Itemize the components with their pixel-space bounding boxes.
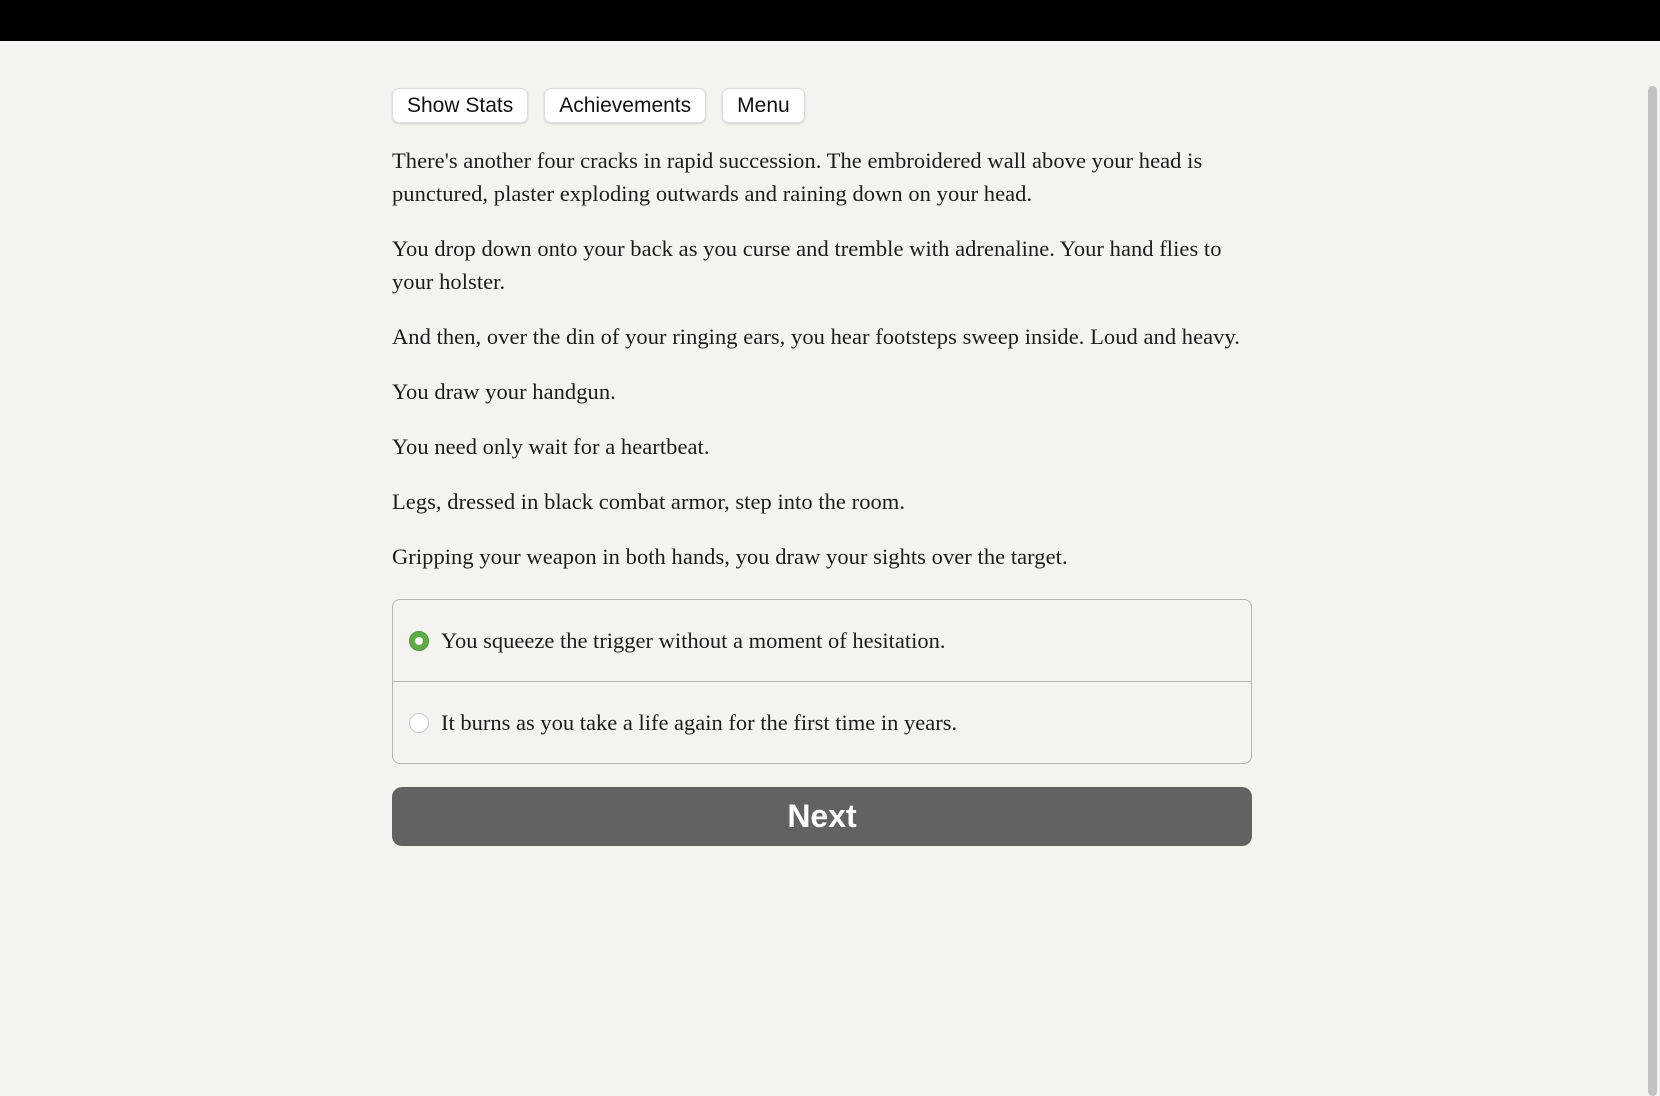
choice-option-2[interactable]: [393, 681, 1251, 763]
main-content: [392, 88, 1252, 846]
story-paragraph: Gripping your weapon in both hands, you draw your sights over the target.: [392, 544, 1068, 569]
radio-unselected-icon[interactable]: [409, 713, 429, 733]
scrollbar-thumb[interactable]: [1648, 86, 1657, 1096]
toolbar: [392, 88, 1252, 123]
choice-option-1[interactable]: [393, 600, 1251, 681]
choice-label: You squeeze the trigger without a moment of hesitation.: [441, 628, 946, 653]
window-top-bar: [0, 0, 1660, 41]
story-paragraph: There's another four cracks in rapid succession. The embroidered wall above your head is punctured, plaster exploding outwards and raining down on your head.: [392, 148, 1203, 206]
menu-button[interactable]: Menu: [722, 88, 805, 123]
choice-list: [392, 599, 1252, 764]
show-stats-button[interactable]: Show Stats: [392, 88, 528, 123]
scrollbar-track[interactable]: [1644, 41, 1660, 1080]
choice-label: It burns as you take a life again for the first time in years.: [441, 710, 958, 735]
story-paragraph: And then, over the din of your ringing ears, you hear footsteps sweep inside. Loud and heavy.: [392, 324, 1240, 349]
story-paragraph: You draw your handgun.: [392, 379, 616, 404]
radio-selected-icon[interactable]: [409, 631, 429, 651]
story-paragraph: Legs, dressed in black combat armor, step into the room.: [392, 489, 906, 514]
story-text: [392, 144, 1252, 573]
next-button[interactable]: Next: [392, 787, 1252, 846]
achievements-button[interactable]: Achievements: [544, 88, 706, 123]
story-paragraph: You need only wait for a heartbeat.: [392, 434, 710, 459]
story-paragraph: You drop down onto your back as you curse and tremble with adrenaline. Your hand flies to your holster.: [392, 236, 1222, 294]
